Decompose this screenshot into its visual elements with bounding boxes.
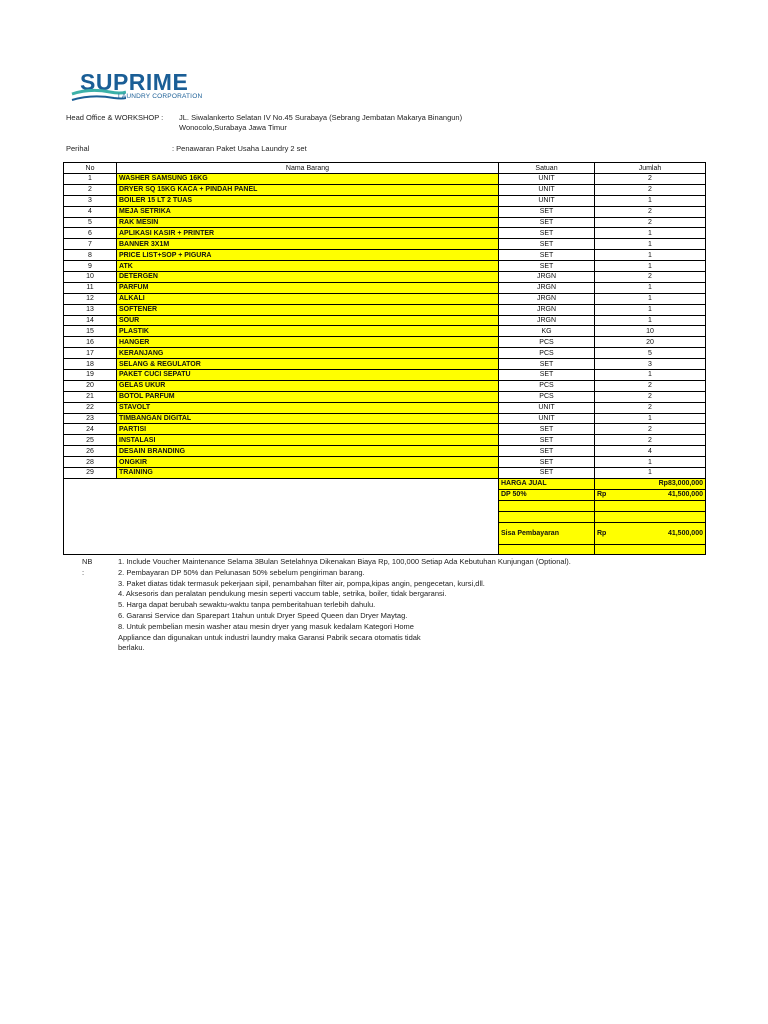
perihal-value: : Penawaran Paket Usaha Laundry 2 set xyxy=(172,144,307,153)
office-label: Head Office & WORKSHOP : xyxy=(66,113,164,122)
row-unit: SET xyxy=(499,468,595,479)
dp-amount xyxy=(595,489,706,500)
row-qty: 10 xyxy=(595,326,706,337)
table-row xyxy=(64,457,706,468)
dp-currency: Rp xyxy=(597,491,607,499)
table-row xyxy=(64,359,706,370)
row-qty: 2 xyxy=(595,184,706,195)
row-item-name: ATK xyxy=(117,261,499,272)
note-item: 3. Paket diatas tidak termasuk pekerjaan sipil, penambahan filter air, pompa,kipas angin, pengecetan, kursi,dll. xyxy=(118,578,485,588)
company-logo xyxy=(70,70,210,110)
row-no: 19 xyxy=(64,370,117,381)
notes-label: NB : xyxy=(82,557,93,577)
logo-wordmark: SUPRIME xyxy=(80,69,189,95)
table-row xyxy=(64,174,706,185)
row-item-name: GELAS UKUR xyxy=(117,380,499,391)
header-jumlah: Jumlah xyxy=(595,163,706,174)
row-unit: SET xyxy=(499,250,595,261)
row-qty: 1 xyxy=(595,304,706,315)
row-no: 23 xyxy=(64,413,117,424)
row-item-name: WASHER SAMSUNG 16KG xyxy=(117,174,499,185)
table-row xyxy=(64,315,706,326)
dp-value: 41,500,000 xyxy=(667,491,703,499)
row-unit: JRGN xyxy=(499,293,595,304)
row-qty: 1 xyxy=(595,282,706,293)
table-row xyxy=(64,293,706,304)
note-item: 8. Untuk pembelian mesin washer atau mesin dryer yang masuk kedalam Kategori Home xyxy=(118,621,414,631)
row-unit: SET xyxy=(499,217,595,228)
row-no: 4 xyxy=(64,206,117,217)
row-no: 16 xyxy=(64,337,117,348)
row-unit: SET xyxy=(499,206,595,217)
row-qty: 2 xyxy=(595,206,706,217)
row-qty: 2 xyxy=(595,424,706,435)
row-qty: 1 xyxy=(595,413,706,424)
table-row xyxy=(64,424,706,435)
address-line-2: Wonocolo,Surabaya Jawa Timur xyxy=(179,123,287,132)
row-item-name: BOTOL PARFUM xyxy=(117,391,499,402)
row-qty: 1 xyxy=(595,293,706,304)
table-row xyxy=(64,250,706,261)
row-unit: SET xyxy=(499,435,595,446)
row-qty: 20 xyxy=(595,337,706,348)
row-item-name: BOILER 15 LT 2 TUAS xyxy=(117,195,499,206)
row-item-name: KERANJANG xyxy=(117,348,499,359)
table-row xyxy=(64,195,706,206)
row-qty: 4 xyxy=(595,446,706,457)
row-item-name: SELANG & REGULATOR xyxy=(117,359,499,370)
row-unit: UNIT xyxy=(499,195,595,206)
row-no: 7 xyxy=(64,239,117,250)
header-satuan: Satuan xyxy=(499,163,595,174)
note-item: 4. Aksesoris dan peralatan pendukung mesin seperti vaccum table, setrika, boiler, tidak bergaransi. xyxy=(118,589,447,599)
table-row xyxy=(64,348,706,359)
row-item-name: DESAIN BRANDING xyxy=(117,446,499,457)
row-no: 24 xyxy=(64,424,117,435)
sisa-amount xyxy=(595,522,706,544)
notes-list xyxy=(118,557,678,654)
row-qty: 1 xyxy=(595,250,706,261)
row-no: 28 xyxy=(64,457,117,468)
row-unit: SET xyxy=(499,457,595,468)
row-no: 14 xyxy=(64,315,117,326)
row-item-name: INSTALASI xyxy=(117,435,499,446)
summary-empty-cell xyxy=(499,544,595,555)
row-qty: 2 xyxy=(595,380,706,391)
row-no: 15 xyxy=(64,326,117,337)
table-row xyxy=(64,435,706,446)
row-no: 6 xyxy=(64,228,117,239)
row-unit: SET xyxy=(499,359,595,370)
summary-empty-cell xyxy=(595,511,706,522)
row-item-name: MEJA SETRIKA xyxy=(117,206,499,217)
note-item: berlaku. xyxy=(118,643,145,653)
table-row xyxy=(64,304,706,315)
row-item-name: PARFUM xyxy=(117,282,499,293)
row-item-name: SOFTENER xyxy=(117,304,499,315)
row-no: 1 xyxy=(64,174,117,185)
perihal-label: Perihal xyxy=(66,144,90,153)
table-row xyxy=(64,402,706,413)
summary-empty-cell xyxy=(595,500,706,511)
table-row xyxy=(64,217,706,228)
sisa-currency: Rp xyxy=(597,529,607,537)
row-unit: SET xyxy=(499,261,595,272)
row-item-name: SOUR xyxy=(117,315,499,326)
logo-tagline: LAUNDRY CORPORATION xyxy=(118,93,203,100)
row-no: 17 xyxy=(64,348,117,359)
row-qty: 3 xyxy=(595,359,706,370)
row-unit: JRGN xyxy=(499,272,595,283)
row-no: 20 xyxy=(64,380,117,391)
table-row xyxy=(64,228,706,239)
row-qty: 2 xyxy=(595,217,706,228)
items-table xyxy=(63,162,706,555)
row-no: 21 xyxy=(64,391,117,402)
header-no: No xyxy=(64,163,117,174)
row-unit: PCS xyxy=(499,380,595,391)
row-no: 18 xyxy=(64,359,117,370)
row-item-name: HANGER xyxy=(117,337,499,348)
row-qty: 2 xyxy=(595,272,706,283)
row-qty: 1 xyxy=(595,195,706,206)
row-unit: SET xyxy=(499,239,595,250)
row-qty: 2 xyxy=(595,402,706,413)
table-row xyxy=(64,326,706,337)
row-unit: SET xyxy=(499,446,595,457)
table-row xyxy=(64,239,706,250)
row-qty: 1 xyxy=(595,261,706,272)
harga-label: HARGA JUAL xyxy=(499,478,595,489)
row-unit: PCS xyxy=(499,348,595,359)
summary-blank-cell xyxy=(117,478,499,554)
row-no: 22 xyxy=(64,402,117,413)
row-no: 2 xyxy=(64,184,117,195)
row-item-name: BANNER 3X1M xyxy=(117,239,499,250)
sisa-value: 41,500,000 xyxy=(667,529,703,537)
row-unit: UNIT xyxy=(499,402,595,413)
row-unit: UNIT xyxy=(499,184,595,195)
row-unit: JRGN xyxy=(499,282,595,293)
row-qty: 1 xyxy=(595,457,706,468)
row-no: 11 xyxy=(64,282,117,293)
table-row xyxy=(64,391,706,402)
row-unit: SET xyxy=(499,424,595,435)
row-unit: JRGN xyxy=(499,304,595,315)
row-no: 3 xyxy=(64,195,117,206)
row-no: 12 xyxy=(64,293,117,304)
row-item-name: ONGKIR xyxy=(117,457,499,468)
summary-empty-cell xyxy=(499,511,595,522)
note-item: 6. Garansi Service dan Sparepart 1tahun untuk Dryer Speed Queen dan Dryer Maytag. xyxy=(118,610,408,620)
table-header-row xyxy=(64,163,706,174)
table-row xyxy=(64,468,706,479)
row-no: 29 xyxy=(64,468,117,479)
row-item-name: RAK MESIN xyxy=(117,217,499,228)
summary-empty-cell xyxy=(499,500,595,511)
row-item-name: PAKET CUCI SEPATU xyxy=(117,370,499,381)
row-no: 10 xyxy=(64,272,117,283)
row-no: 8 xyxy=(64,250,117,261)
row-unit: SET xyxy=(499,370,595,381)
row-item-name: TRAINING xyxy=(117,468,499,479)
summary-empty-cell xyxy=(595,544,706,555)
row-qty: 1 xyxy=(595,239,706,250)
row-item-name: DRYER SQ 15KG KACA + PINDAH PANEL xyxy=(117,184,499,195)
address-line-1: JL. Siwalankerto Selatan IV No.45 Surabaya (Sebrang Jembatan Makarya Binangun) xyxy=(179,113,463,122)
row-item-name: STAVOLT xyxy=(117,402,499,413)
note-item: Appliance dan digunakan untuk industri laundry maka Garansi Pabrik secara otomatis tidak xyxy=(118,632,421,642)
table-row xyxy=(64,413,706,424)
row-qty: 1 xyxy=(595,315,706,326)
summary-row-harga xyxy=(64,478,706,489)
row-unit: UNIT xyxy=(499,174,595,185)
row-item-name: TIMBANGAN DIGITAL xyxy=(117,413,499,424)
row-no: 26 xyxy=(64,446,117,457)
row-item-name: ALKALI xyxy=(117,293,499,304)
row-unit: UNIT xyxy=(499,413,595,424)
row-unit: PCS xyxy=(499,337,595,348)
note-item: 1. Include Voucher Maintenance Selama 3Bulan Setelahnya Dikenakan Biaya Rp, 100,000 Setiap Ada Kebutuhan Kunjungan (Optional). xyxy=(118,557,571,566)
table-row xyxy=(64,261,706,272)
row-qty: 2 xyxy=(595,391,706,402)
table-row xyxy=(64,184,706,195)
note-item: 5. Harga dapat berubah sewaktu-waktu tanpa pemberitahuan terlebih dahulu. xyxy=(118,600,376,610)
row-no: 25 xyxy=(64,435,117,446)
row-qty: 2 xyxy=(595,435,706,446)
dp-label: DP 50% xyxy=(499,489,595,500)
summary-blank-cell xyxy=(64,478,117,554)
row-unit: KG xyxy=(499,326,595,337)
table-row xyxy=(64,337,706,348)
row-item-name: APLIKASI KASIR + PRINTER xyxy=(117,228,499,239)
table-row xyxy=(64,206,706,217)
row-qty: 1 xyxy=(595,370,706,381)
row-no: 9 xyxy=(64,261,117,272)
row-qty: 5 xyxy=(595,348,706,359)
row-item-name: PLASTIK xyxy=(117,326,499,337)
sisa-label: Sisa Pembayaran xyxy=(499,522,595,544)
table-row xyxy=(64,370,706,381)
table-row xyxy=(64,272,706,283)
table-row xyxy=(64,282,706,293)
row-qty: 1 xyxy=(595,228,706,239)
table-row xyxy=(64,446,706,457)
note-item: 2. Pembayaran DP 50% dan Pelunasan 50% sebelum pengiriman barang. xyxy=(118,567,365,577)
table-row xyxy=(64,380,706,391)
row-item-name: DETERGEN xyxy=(117,272,499,283)
row-unit: PCS xyxy=(499,391,595,402)
row-unit: SET xyxy=(499,228,595,239)
row-no: 13 xyxy=(64,304,117,315)
row-qty: 2 xyxy=(595,174,706,185)
header-nama-barang: Nama Barang xyxy=(117,163,499,174)
row-qty: 1 xyxy=(595,468,706,479)
row-unit: JRGN xyxy=(499,315,595,326)
row-item-name: PRICE LIST+SOP + PIGURA xyxy=(117,250,499,261)
row-item-name: PARTISI xyxy=(117,424,499,435)
harga-value: Rp83,000,000 xyxy=(595,478,706,489)
row-no: 5 xyxy=(64,217,117,228)
